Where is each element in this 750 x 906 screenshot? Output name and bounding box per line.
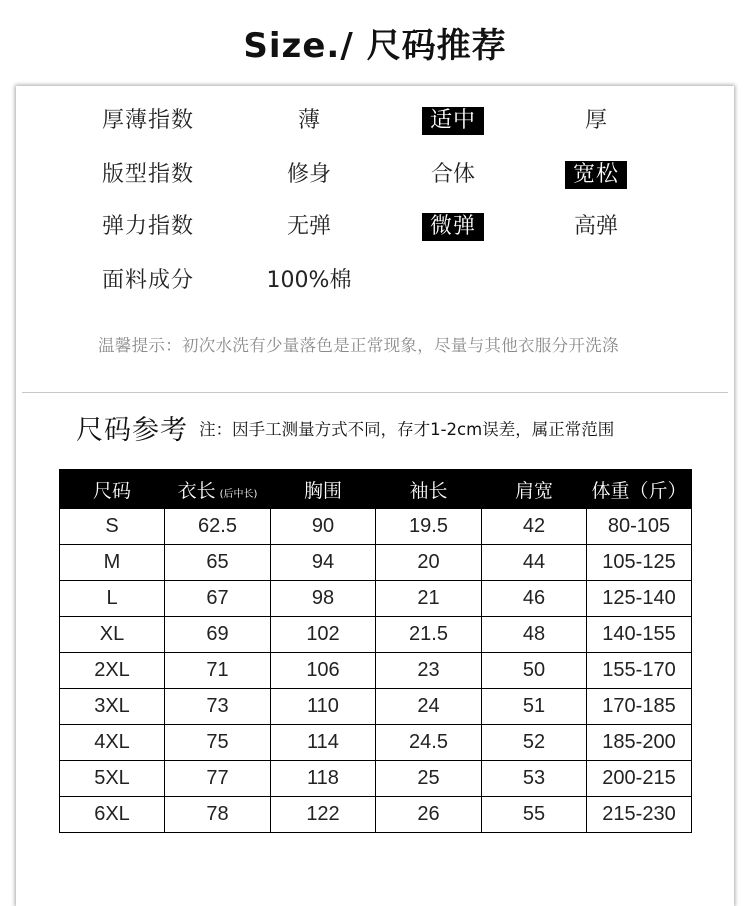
property-option: 厚 (584, 108, 608, 133)
header-label: 胸围 (303, 479, 342, 502)
table-cell: XL (60, 617, 165, 653)
table-cell: 46 (482, 581, 587, 617)
table-cell: L (60, 581, 165, 617)
property-option: 无弹 (286, 214, 332, 239)
size-reference-heading (76, 408, 614, 447)
table-cell: 106 (271, 653, 376, 689)
size-table (59, 469, 692, 833)
header-sublabel: (后中长) (219, 488, 258, 500)
table-cell: 50 (482, 653, 587, 689)
table-cell: 52 (482, 725, 587, 761)
table-cell: 98 (271, 581, 376, 617)
table-row (60, 509, 692, 545)
table-cell: M (60, 545, 165, 581)
table-cell: 80-105 (587, 509, 692, 545)
table-cell: 26 (376, 797, 482, 833)
property-label: 厚薄指数 (102, 108, 195, 133)
table-cell: 200-215 (587, 761, 692, 797)
table-cell: 51 (482, 689, 587, 725)
table-cell: S (60, 509, 165, 545)
table-cell: 2XL (60, 653, 165, 689)
table-cell: 21.5 (376, 617, 482, 653)
table-cell: 102 (271, 617, 376, 653)
table-header-cell (376, 470, 482, 509)
table-cell: 23 (376, 653, 482, 689)
property-option: 合体 (430, 162, 476, 187)
property-option-selected: 宽松 (565, 161, 627, 189)
size-guide-card (16, 86, 734, 906)
table-cell: 215-230 (587, 797, 692, 833)
property-option: 修身 (286, 162, 332, 187)
table-cell: 90 (271, 509, 376, 545)
property-row (16, 101, 734, 141)
measurement-note: 注：因手工测量方式不同，存才1-2cm误差，属正常范围 (199, 419, 615, 439)
header-label: 体重（斤） (591, 479, 687, 502)
table-header-cell (60, 470, 165, 509)
table-cell: 122 (271, 797, 376, 833)
table-row (60, 761, 692, 797)
table-cell: 62.5 (165, 509, 271, 545)
table-cell: 24 (376, 689, 482, 725)
property-row (16, 155, 734, 195)
table-cell: 67 (165, 581, 271, 617)
table-cell: 110 (271, 689, 376, 725)
table-cell: 55 (482, 797, 587, 833)
table-cell: 65 (165, 545, 271, 581)
table-cell: 78 (165, 797, 271, 833)
table-row (60, 545, 692, 581)
table-header-cell (271, 470, 376, 509)
property-option: 薄 (297, 108, 321, 133)
table-cell: 3XL (60, 689, 165, 725)
section-divider (22, 392, 728, 393)
table-row (60, 797, 692, 833)
table-cell: 75 (165, 725, 271, 761)
property-row (16, 261, 734, 301)
table-cell: 20 (376, 545, 482, 581)
table-cell: 77 (165, 761, 271, 797)
table-cell: 53 (482, 761, 587, 797)
property-option: 100%棉 (266, 268, 352, 293)
table-cell: 6XL (60, 797, 165, 833)
table-header-cell (482, 470, 587, 509)
table-cell: 185-200 (587, 725, 692, 761)
table-cell: 25 (376, 761, 482, 797)
table-header-cell (587, 470, 692, 509)
table-cell: 21 (376, 581, 482, 617)
size-reference-title: 尺码参考 (76, 415, 188, 446)
table-row (60, 581, 692, 617)
table-cell: 155-170 (587, 653, 692, 689)
table-row (60, 653, 692, 689)
property-option: 高弹 (573, 214, 619, 239)
table-cell: 118 (271, 761, 376, 797)
table-cell: 4XL (60, 725, 165, 761)
table-cell: 5XL (60, 761, 165, 797)
header-label: 肩宽 (514, 479, 553, 502)
property-option-selected: 适中 (422, 107, 484, 135)
table-cell: 170-185 (587, 689, 692, 725)
property-row (16, 207, 734, 247)
table-cell: 19.5 (376, 509, 482, 545)
table-cell: 105-125 (587, 545, 692, 581)
header-label: 衣长 (177, 479, 216, 502)
table-cell: 125-140 (587, 581, 692, 617)
table-cell: 71 (165, 653, 271, 689)
table-row (60, 725, 692, 761)
header-label: 尺码 (92, 479, 131, 502)
table-cell: 24.5 (376, 725, 482, 761)
table-cell: 48 (482, 617, 587, 653)
table-cell: 73 (165, 689, 271, 725)
table-header-row (60, 470, 692, 509)
table-cell: 94 (271, 545, 376, 581)
header-label: 袖长 (409, 479, 448, 502)
property-label: 版型指数 (102, 162, 195, 187)
table-row (60, 617, 692, 653)
table-cell: 69 (165, 617, 271, 653)
table-header-cell (165, 470, 271, 509)
table-cell: 42 (482, 509, 587, 545)
table-cell: 44 (482, 545, 587, 581)
table-cell: 114 (271, 725, 376, 761)
property-label: 面料成分 (102, 268, 195, 293)
property-label: 弹力指数 (102, 214, 195, 239)
page-title: Size./ 尺码推荐 (243, 26, 507, 66)
washing-notice: 温馨提示：初次水洗有少量落色是正常现象，尽量与其他衣服分开洗涤 (98, 336, 619, 355)
table-cell: 140-155 (587, 617, 692, 653)
table-row (60, 689, 692, 725)
table-body (60, 509, 692, 833)
property-option-selected: 微弹 (422, 213, 484, 241)
